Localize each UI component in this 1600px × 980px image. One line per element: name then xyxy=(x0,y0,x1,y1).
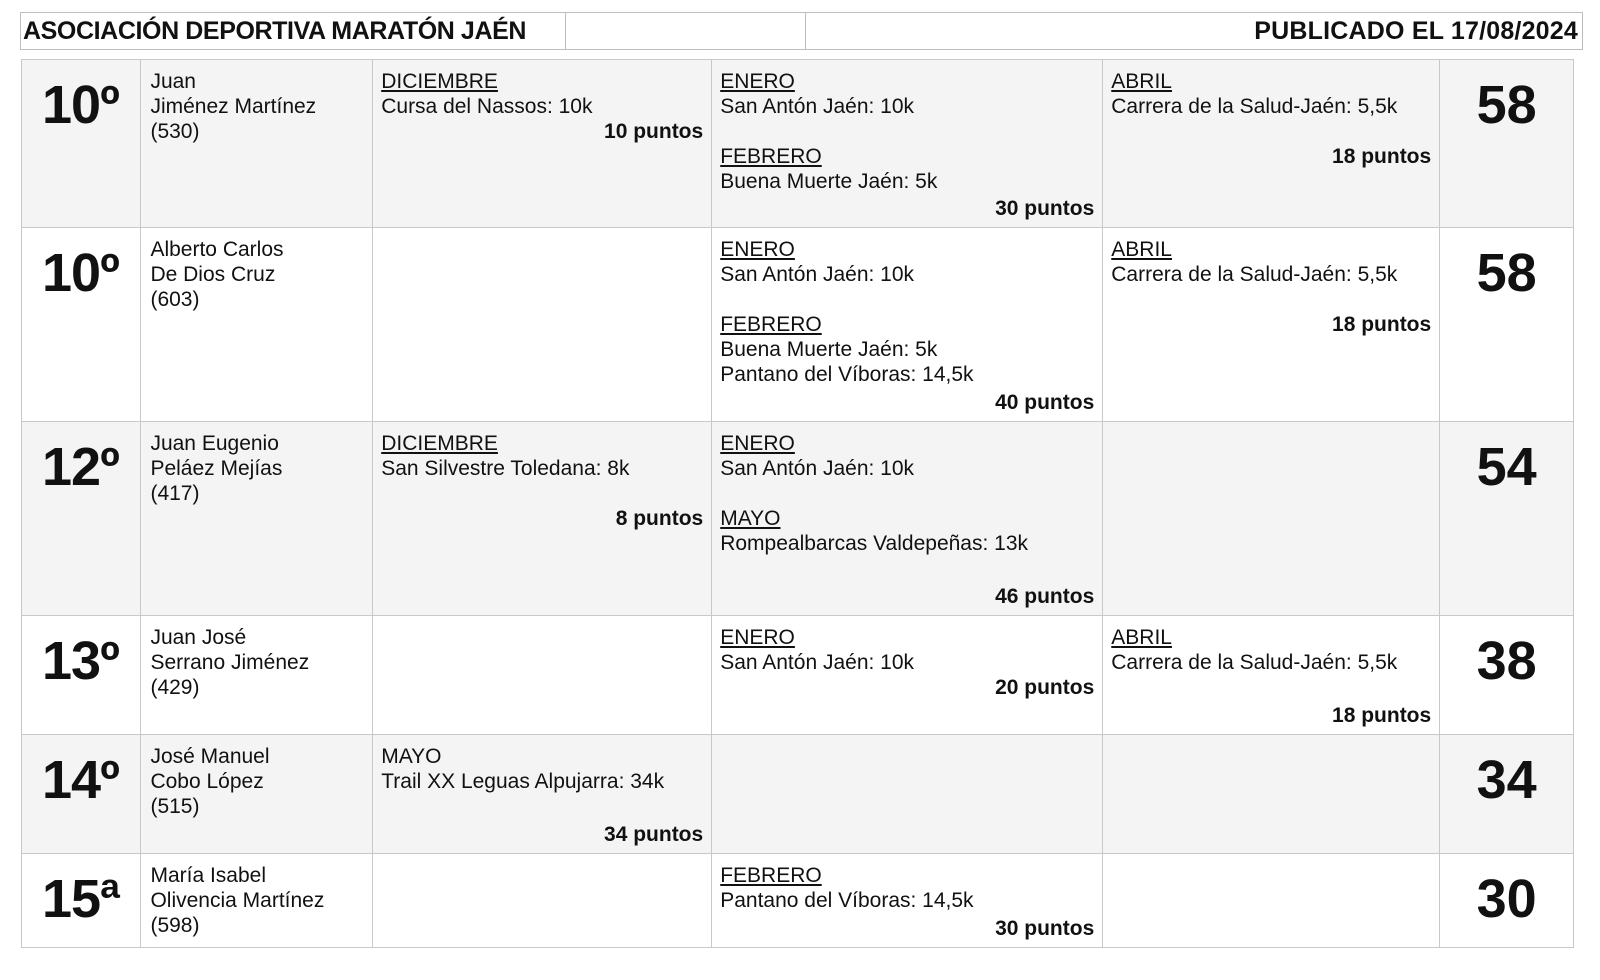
points-gap xyxy=(1111,287,1431,312)
position-rank: 14º xyxy=(22,735,141,854)
runner-number: (515) xyxy=(150,795,200,818)
results-cell-col1 xyxy=(373,60,712,228)
race-entry: Carrera de la Salud-Jaén: 5,5k xyxy=(1111,651,1398,674)
points-value: 10 puntos xyxy=(604,120,704,143)
month-label: ENERO xyxy=(720,626,795,649)
race-entry: San Antón Jaén: 10k xyxy=(720,263,915,286)
results-cell-content xyxy=(720,744,1094,847)
results-cell-col3 xyxy=(1103,228,1440,422)
month-group xyxy=(1111,625,1431,675)
month-group xyxy=(720,625,1094,675)
results-cell-content xyxy=(1111,431,1431,609)
runner-name-cell xyxy=(141,422,373,616)
race-entry: San Antón Jaén: 10k xyxy=(720,95,915,118)
results-cell-col1 xyxy=(373,854,712,948)
month-label: DICIEMBRE xyxy=(381,432,498,455)
month-label: FEBRERO xyxy=(720,313,822,336)
points-spacer xyxy=(381,794,703,822)
ranking-table xyxy=(21,59,1574,948)
results-cell-content xyxy=(720,69,1094,221)
runner-name-cell xyxy=(141,735,373,854)
results-cell-col1 xyxy=(373,735,712,854)
race-entry: San Antón Jaén: 10k xyxy=(720,651,915,674)
table-row xyxy=(22,60,1574,228)
month-label: MAYO xyxy=(720,507,781,530)
points-value: 34 puntos xyxy=(604,823,704,846)
points-spacer xyxy=(1111,675,1431,703)
race-entry: Pantano del Víboras: 14,5k xyxy=(720,363,974,386)
results-cell-content xyxy=(1111,69,1431,221)
results-cell-col3 xyxy=(1103,616,1440,735)
runner-last-name: Serrano Jiménez xyxy=(150,651,310,674)
position-rank: 12º xyxy=(22,422,141,616)
runner-name-cell xyxy=(141,228,373,422)
race-entry: Carrera de la Salud-Jaén: 5,5k xyxy=(1111,263,1398,286)
published-date: PUBLICADO EL 17/08/2024 xyxy=(1254,16,1578,45)
race-entry: Carrera de la Salud-Jaén: 5,5k xyxy=(1111,95,1398,118)
month-label: ENERO xyxy=(720,432,795,455)
month-label: ENERO xyxy=(720,238,795,261)
results-cell-content xyxy=(720,237,1094,415)
race-entry: Pantano del Víboras: 14,5k xyxy=(720,889,974,912)
position-rank: 15ª xyxy=(22,854,141,948)
runner-first-name: Juan Eugenio xyxy=(150,432,279,455)
results-cell-content xyxy=(381,237,703,415)
month-group xyxy=(720,312,1094,387)
runner-first-name: Juan José xyxy=(150,626,247,649)
race-entry: Trail XX Leguas Alpujarra: 34k xyxy=(381,770,665,793)
runner-last-name: Jiménez Martínez xyxy=(150,95,317,118)
month-label: ABRIL xyxy=(1111,70,1172,93)
results-cell-col3 xyxy=(1103,60,1440,228)
results-cell-col2 xyxy=(712,228,1103,422)
runner-number: (598) xyxy=(150,914,200,937)
results-cell-content xyxy=(1111,863,1431,941)
results-cell-col1 xyxy=(373,422,712,616)
race-entry: San Antón Jaén: 10k xyxy=(720,457,915,480)
race-entry: San Silvestre Toledana: 8k xyxy=(381,457,630,480)
runner-first-name: José Manuel xyxy=(150,745,270,768)
month-group xyxy=(381,69,703,119)
runner-last-name: De Dios Cruz xyxy=(150,263,276,286)
table-row xyxy=(22,616,1574,735)
results-cell-content xyxy=(1111,744,1431,847)
association-title: ASOCIACIÓN DEPORTIVA MARATÓN JAÉN xyxy=(21,13,566,49)
month-group xyxy=(381,431,703,481)
results-cell-content xyxy=(720,431,1094,609)
total-points: 34 xyxy=(1440,735,1574,854)
month-group xyxy=(720,863,1094,913)
points-gap xyxy=(1111,119,1431,144)
points-value: 30 puntos xyxy=(995,917,1095,940)
document-header xyxy=(20,12,1583,50)
total-points: 38 xyxy=(1440,616,1574,735)
month-label: ABRIL xyxy=(1111,238,1172,261)
results-cell-content xyxy=(381,431,703,609)
month-label: ENERO xyxy=(720,70,795,93)
race-entry: Rompealbarcas Valdepeñas: 13k xyxy=(720,532,1029,555)
month-group xyxy=(720,237,1094,287)
race-entry: Buena Muerte Jaén: 5k xyxy=(720,338,938,361)
total-points: 54 xyxy=(1440,422,1574,616)
total-points: 30 xyxy=(1440,854,1574,948)
results-cell-content xyxy=(381,69,703,221)
total-points: 58 xyxy=(1440,228,1574,422)
runner-last-name: Peláez Mejías xyxy=(150,457,283,480)
runner-name-cell xyxy=(141,616,373,735)
table-row xyxy=(22,228,1574,422)
results-cell-content xyxy=(381,625,703,728)
results-cell-col2 xyxy=(712,422,1103,616)
results-cell-content xyxy=(1111,237,1431,415)
month-group xyxy=(720,506,1094,556)
runner-number: (530) xyxy=(150,120,200,143)
results-cell-col1 xyxy=(373,228,712,422)
runner-last-name: Cobo López xyxy=(150,770,264,793)
month-label: FEBRERO xyxy=(720,864,822,887)
runner-first-name: María Isabel xyxy=(150,864,267,887)
month-group xyxy=(720,69,1094,119)
points-value: 8 puntos xyxy=(615,507,704,530)
points-gap xyxy=(381,481,703,506)
runner-number: (429) xyxy=(150,676,200,699)
results-cell-content xyxy=(720,625,1094,728)
runner-first-name: Juan xyxy=(150,70,196,93)
race-entry: Buena Muerte Jaén: 5k xyxy=(720,170,938,193)
position-rank: 10º xyxy=(22,228,141,422)
results-cell-col1 xyxy=(373,616,712,735)
ranking-table-body xyxy=(22,60,1574,948)
position-rank: 13º xyxy=(22,616,141,735)
results-cell-content xyxy=(381,744,703,847)
points-spacer xyxy=(720,556,1094,584)
runner-number: (417) xyxy=(150,482,200,505)
month-group xyxy=(1111,69,1431,119)
points-value: 40 puntos xyxy=(995,391,1095,414)
points-value: 30 puntos xyxy=(995,197,1095,220)
results-cell-content xyxy=(381,863,703,941)
results-cell-content xyxy=(720,863,1094,941)
points-value: 18 puntos xyxy=(1332,145,1432,168)
points-value: 20 puntos xyxy=(995,676,1095,699)
month-label: DICIEMBRE xyxy=(381,70,498,93)
month-group xyxy=(720,144,1094,194)
header-empty-cell xyxy=(566,13,806,49)
results-cell-col3 xyxy=(1103,735,1440,854)
runner-name-cell xyxy=(141,854,373,948)
table-row xyxy=(22,735,1574,854)
results-cell-col3 xyxy=(1103,422,1440,616)
month-group xyxy=(1111,237,1431,287)
month-group xyxy=(381,744,703,794)
points-value: 18 puntos xyxy=(1332,704,1432,727)
runner-last-name: Olivencia Martínez xyxy=(150,889,325,912)
race-entry: Cursa del Nassos: 10k xyxy=(381,95,593,118)
points-value: 18 puntos xyxy=(1332,313,1432,336)
total-points: 58 xyxy=(1440,60,1574,228)
results-cell-col2 xyxy=(712,616,1103,735)
position-rank: 10º xyxy=(22,60,141,228)
runner-name-cell xyxy=(141,60,373,228)
month-group xyxy=(720,431,1094,481)
month-label: ABRIL xyxy=(1111,626,1172,649)
results-cell-col2 xyxy=(712,735,1103,854)
points-value: 46 puntos xyxy=(995,585,1095,608)
runner-first-name: Alberto Carlos xyxy=(150,238,284,261)
table-row xyxy=(22,422,1574,616)
results-cell-col3 xyxy=(1103,854,1440,948)
month-label: MAYO xyxy=(381,745,442,768)
results-cell-col2 xyxy=(712,60,1103,228)
results-cell-col2 xyxy=(712,854,1103,948)
results-cell-content xyxy=(1111,625,1431,728)
month-label: FEBRERO xyxy=(720,145,822,168)
table-row xyxy=(22,854,1574,948)
runner-number: (603) xyxy=(150,288,200,311)
